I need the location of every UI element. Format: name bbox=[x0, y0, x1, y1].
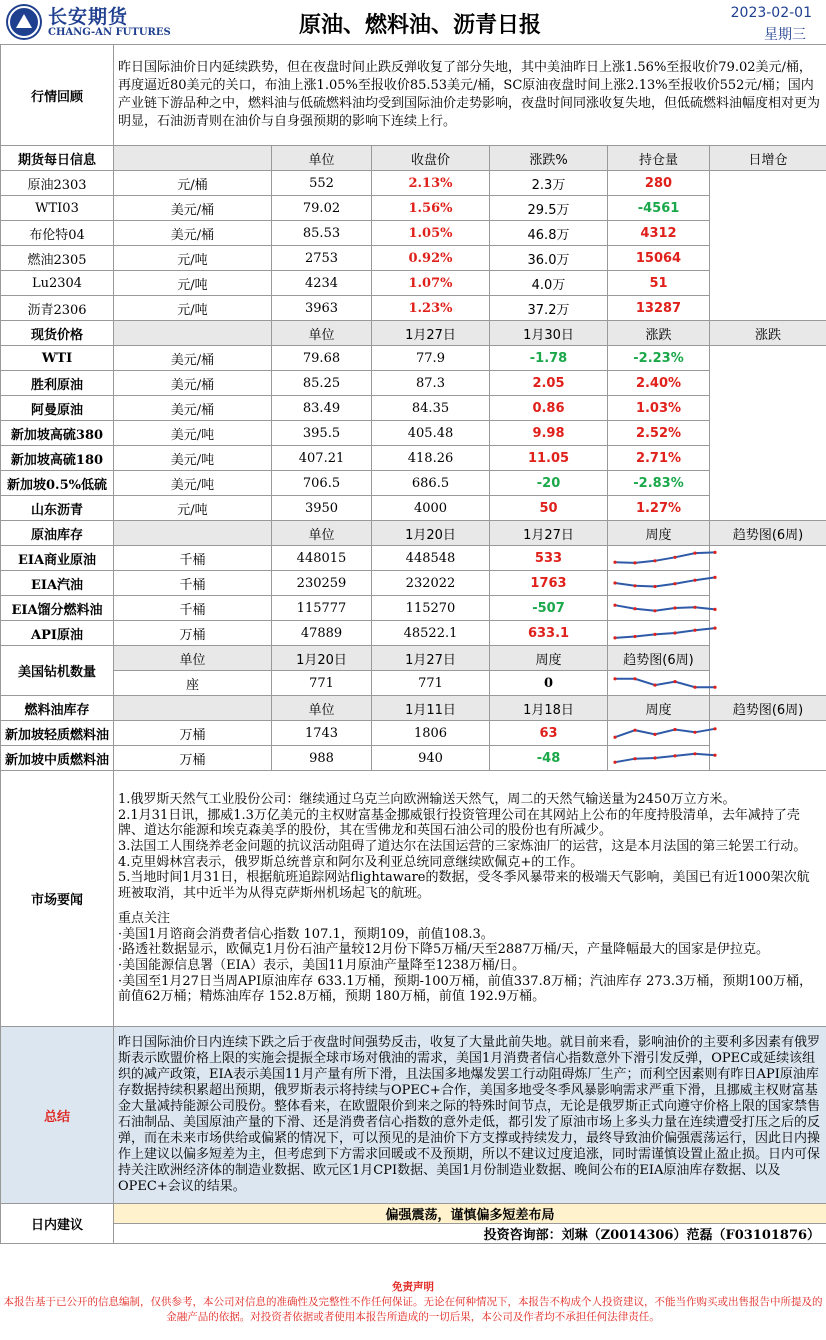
spot-name: WTI bbox=[1, 346, 114, 371]
spot-name: 新加坡高硫380 bbox=[1, 421, 114, 446]
trend-point bbox=[613, 581, 616, 584]
trend-point bbox=[653, 585, 656, 588]
close-price: 2753 bbox=[272, 246, 372, 271]
rig-trend-sparkline bbox=[611, 673, 719, 693]
futures-row bbox=[1, 196, 826, 221]
weekly-change: 633.1 bbox=[490, 621, 608, 646]
company-name-cn: 长安期货 bbox=[48, 6, 129, 28]
daily-oi-change: 13287 bbox=[608, 296, 710, 321]
inventory-name: EIA汽油 bbox=[1, 571, 114, 596]
trend-point bbox=[713, 551, 716, 554]
change-pct: 1.23% bbox=[372, 296, 490, 321]
trend-sparkline bbox=[611, 598, 719, 618]
price-curr: 87.3 bbox=[372, 371, 490, 396]
unit: 美元/吨 bbox=[114, 421, 272, 446]
daily-oi-change: 280 bbox=[608, 171, 710, 196]
weekly-change: 1763 bbox=[490, 571, 608, 596]
inventory-name: EIA馏分燃料油 bbox=[1, 596, 114, 621]
trend-point bbox=[713, 754, 716, 757]
inventory-name: 新加坡中质燃料油 bbox=[1, 746, 114, 771]
col-header: 1月18日 bbox=[490, 696, 608, 721]
report-table bbox=[0, 44, 826, 1244]
futures-row bbox=[1, 171, 826, 196]
unit: 万桶 bbox=[114, 721, 272, 746]
fuel-label: 燃料油库存 bbox=[1, 696, 114, 721]
contract-name: 原油2303 bbox=[1, 171, 114, 196]
trend-sparkline bbox=[611, 573, 719, 593]
futures-row bbox=[1, 246, 826, 271]
stock-curr: 115270 bbox=[372, 596, 490, 621]
report-date: 2023-02-01 bbox=[730, 5, 812, 21]
trend-point bbox=[693, 731, 696, 734]
trend-point bbox=[613, 736, 616, 739]
news-content bbox=[114, 771, 826, 1027]
open-interest: 37.2万 bbox=[490, 296, 608, 321]
trend-line bbox=[615, 577, 715, 586]
news-item: 1.俄罗斯天然气工业股份公司：继续通过乌克兰向欧洲输送天然气，周二的天然气输送量为2450万立方米。 bbox=[118, 792, 736, 808]
trend-point bbox=[653, 559, 656, 562]
inventory-name: EIA商业原油 bbox=[1, 546, 114, 571]
price-curr: 77.9 bbox=[372, 346, 490, 371]
rig-unit: 座 bbox=[114, 671, 272, 696]
stock-prev: 230259 bbox=[272, 571, 372, 596]
rig-p2: 771 bbox=[372, 671, 490, 696]
trend-point bbox=[613, 636, 616, 639]
price-curr: 686.5 bbox=[372, 471, 490, 496]
inventory-header-row bbox=[1, 521, 826, 546]
contract-name: 布伦特04 bbox=[1, 221, 114, 246]
unit: 万桶 bbox=[114, 621, 272, 646]
col-header: 1月27日 bbox=[372, 646, 490, 671]
trend-point bbox=[633, 584, 636, 587]
col-header: 持仓量 bbox=[608, 146, 710, 171]
unit: 元/吨 bbox=[114, 496, 272, 521]
report-weekday: 星期三 bbox=[764, 27, 806, 43]
trend-point bbox=[673, 728, 676, 731]
change: -1.78 bbox=[490, 346, 608, 371]
col-header: 趋势图(6周) bbox=[710, 696, 826, 721]
change-pct: 2.52% bbox=[608, 421, 710, 446]
stock-curr: 1806 bbox=[372, 721, 490, 746]
daily-oi-change: 4312 bbox=[608, 221, 710, 246]
change-pct: 1.56% bbox=[372, 196, 490, 221]
change-pct: 1.07% bbox=[372, 271, 490, 296]
spot-row bbox=[1, 396, 826, 421]
review-label: 行情回顾 bbox=[1, 45, 114, 146]
inventory-row bbox=[1, 721, 826, 746]
change: 2.05 bbox=[490, 371, 608, 396]
trend-point bbox=[633, 729, 636, 732]
unit: 千桶 bbox=[114, 546, 272, 571]
unit: 千桶 bbox=[114, 596, 272, 621]
change-pct: 2.71% bbox=[608, 446, 710, 471]
trend-point bbox=[653, 756, 656, 759]
unit: 美元/吨 bbox=[114, 471, 272, 496]
price-curr: 418.26 bbox=[372, 446, 490, 471]
col-header: 涨跌 bbox=[710, 321, 826, 346]
trend-point bbox=[673, 582, 676, 585]
trend-point bbox=[693, 629, 696, 632]
price-prev: 83.49 bbox=[272, 396, 372, 421]
trend-line bbox=[615, 552, 715, 563]
trend-point bbox=[633, 757, 636, 760]
futures-header-row bbox=[1, 146, 826, 171]
trend-point bbox=[613, 561, 616, 564]
fuel-header-row bbox=[1, 696, 826, 721]
spot-row bbox=[1, 421, 826, 446]
weekly-change: -507 bbox=[490, 596, 608, 621]
spot-name: 山东沥青 bbox=[1, 496, 114, 521]
unit: 元/吨 bbox=[114, 296, 272, 321]
col-header: 1月27日 bbox=[490, 521, 608, 546]
weekly-change: 63 bbox=[490, 721, 608, 746]
spot-row bbox=[1, 496, 826, 521]
futures-row bbox=[1, 296, 826, 321]
close-price: 4234 bbox=[272, 271, 372, 296]
inventory-name: 新加坡轻质燃料油 bbox=[1, 721, 114, 746]
trend-point bbox=[613, 761, 616, 764]
col-header: 1月30日 bbox=[490, 321, 608, 346]
stock-curr: 940 bbox=[372, 746, 490, 771]
inventory-row bbox=[1, 571, 826, 596]
trend-point bbox=[693, 552, 696, 555]
trend-point bbox=[713, 686, 716, 689]
company-logo-icon bbox=[6, 4, 42, 40]
analyst-credits: 投资咨询部：刘琳（Z0014306）范磊（F03101876） bbox=[114, 1224, 826, 1244]
contract-name: Lu2304 bbox=[1, 271, 114, 296]
open-interest: 36.0万 bbox=[490, 246, 608, 271]
price-prev: 79.68 bbox=[272, 346, 372, 371]
price-prev: 407.21 bbox=[272, 446, 372, 471]
trend-point bbox=[673, 606, 676, 609]
spot-header-row bbox=[1, 321, 826, 346]
col-header: 周度 bbox=[608, 696, 710, 721]
unit: 美元/吨 bbox=[114, 446, 272, 471]
unit: 美元/桶 bbox=[114, 221, 272, 246]
disclaimer-title: 免责声明 bbox=[392, 1281, 434, 1293]
focus-title: 重点关注 bbox=[118, 911, 171, 927]
change-pct: 0.92% bbox=[372, 246, 490, 271]
change: 0.86 bbox=[490, 396, 608, 421]
close-price: 85.53 bbox=[272, 221, 372, 246]
advice-label: 日内建议 bbox=[1, 1204, 114, 1244]
change-pct: 2.13% bbox=[372, 171, 490, 196]
col-header: 单位 bbox=[114, 646, 272, 671]
col-header: 周度 bbox=[490, 646, 608, 671]
col-header: 1月27日 bbox=[372, 321, 490, 346]
inventory-row bbox=[1, 746, 826, 771]
col-header: 单位 bbox=[272, 146, 372, 171]
trend-point bbox=[613, 677, 616, 680]
change-pct: 1.03% bbox=[608, 396, 710, 421]
focus-item: ·美国1月谘商会消费者信心指数 107.1，预期109，前值108.3。 bbox=[118, 926, 494, 942]
trend-cell bbox=[608, 721, 710, 746]
stock-prev: 1743 bbox=[272, 721, 372, 746]
trend-point bbox=[633, 607, 636, 610]
rig-p1: 771 bbox=[272, 671, 372, 696]
disclaimer bbox=[0, 1280, 826, 1325]
futures-row bbox=[1, 221, 826, 246]
spot-row bbox=[1, 471, 826, 496]
report-header bbox=[0, 0, 826, 45]
price-curr: 4000 bbox=[372, 496, 490, 521]
col-header: 1月20日 bbox=[272, 646, 372, 671]
rig-change: 0 bbox=[490, 671, 608, 696]
trend-line bbox=[615, 605, 715, 611]
rig-name: 美国钻机数量 bbox=[1, 646, 114, 696]
trend-sparkline bbox=[611, 748, 719, 768]
unit: 元/吨 bbox=[114, 246, 272, 271]
trend-point bbox=[693, 579, 696, 582]
daily-oi-change: -4561 bbox=[608, 196, 710, 221]
trend-point bbox=[713, 727, 716, 730]
spot-name: 阿曼原油 bbox=[1, 396, 114, 421]
contract-name: 燃油2305 bbox=[1, 246, 114, 271]
futures-label: 期货每日信息 bbox=[1, 146, 114, 171]
news-item: 2.1月31日讯，挪威1.3万亿美元的主权财富基金挪威银行投资管理公司在其网站上公布的年度持股清单，去年减持了壳牌、道达尔能源和埃克森美孚的股份，其在雪佛龙和英国石油公司的股份也有所减少。 bbox=[118, 807, 800, 839]
news-list bbox=[118, 792, 822, 901]
trend-cell bbox=[608, 621, 710, 646]
news-item: 3.法国工人围绕养老金问题的抗议活动阻碍了道达尔在法国运营的三家炼油厂的运营，这是本月法国的第三轮罢工行动。 bbox=[118, 838, 807, 854]
focus-list bbox=[118, 927, 822, 1005]
trend-line bbox=[615, 679, 715, 687]
trend-point bbox=[673, 754, 676, 757]
trend-point bbox=[693, 606, 696, 609]
header-blank bbox=[114, 696, 272, 721]
change-pct: -2.83% bbox=[608, 471, 710, 496]
trend-line bbox=[615, 754, 715, 762]
news-label: 市场要闻 bbox=[1, 771, 114, 1027]
summary-label: 总结 bbox=[1, 1027, 114, 1204]
change: -20 bbox=[490, 471, 608, 496]
open-interest: 2.3万 bbox=[490, 171, 608, 196]
col-header: 趋势图(6周) bbox=[710, 521, 826, 546]
advice-text: 偏强震荡，谨慎偏多短差布局 bbox=[114, 1204, 826, 1224]
col-header: 单位 bbox=[272, 696, 372, 721]
trend-cell bbox=[608, 571, 710, 596]
trend-sparkline bbox=[611, 723, 719, 743]
unit: 美元/桶 bbox=[114, 396, 272, 421]
trend-cell bbox=[608, 596, 710, 621]
header-blank bbox=[114, 321, 272, 346]
unit: 万桶 bbox=[114, 746, 272, 771]
change-pct: 1.05% bbox=[372, 221, 490, 246]
trend-point bbox=[633, 561, 636, 564]
review-row bbox=[1, 45, 826, 146]
spot-label: 现货价格 bbox=[1, 321, 114, 346]
inventory-row bbox=[1, 546, 826, 571]
header-blank bbox=[114, 521, 272, 546]
price-curr: 84.35 bbox=[372, 396, 490, 421]
unit: 美元/桶 bbox=[114, 196, 272, 221]
change-pct: 1.27% bbox=[608, 496, 710, 521]
futures-row bbox=[1, 271, 826, 296]
trend-point bbox=[693, 686, 696, 689]
analyst-row bbox=[1, 1224, 826, 1244]
price-prev: 85.25 bbox=[272, 371, 372, 396]
unit: 美元/桶 bbox=[114, 346, 272, 371]
trend-sparkline bbox=[611, 623, 719, 643]
weekly-change: 533 bbox=[490, 546, 608, 571]
spot-name: 胜利原油 bbox=[1, 371, 114, 396]
stock-curr: 232022 bbox=[372, 571, 490, 596]
unit: 元/吨 bbox=[114, 271, 272, 296]
trend-point bbox=[653, 733, 656, 736]
col-header: 趋势图(6周) bbox=[608, 646, 710, 671]
disclaimer-text: 本报告基于已公开的信息编制，仅供参考，本公司对信息的准确性及完整性不作任何保证。无论在何种情况下，本报告不构成个人投资建议，不能当作购买或出售报告中所提及的金融产品的依据。对投资者依据或者使用本报告所造成的一切后果，本公司及作者均不承担任何法律责任。 bbox=[3, 1296, 823, 1323]
trend-line bbox=[615, 729, 715, 737]
trend-point bbox=[673, 631, 676, 634]
spot-row bbox=[1, 371, 826, 396]
inventory-row bbox=[1, 621, 826, 646]
trend-point bbox=[673, 556, 676, 559]
col-header: 涨跌 bbox=[608, 321, 710, 346]
trend-line bbox=[615, 628, 715, 638]
company-name-en: CHANG-AN FUTURES bbox=[48, 27, 171, 38]
news-row bbox=[1, 771, 826, 1027]
rig-header-row bbox=[1, 646, 826, 671]
change: 9.98 bbox=[490, 421, 608, 446]
trend-point bbox=[713, 608, 716, 611]
price-prev: 706.5 bbox=[272, 471, 372, 496]
col-header: 单位 bbox=[272, 521, 372, 546]
trend-point bbox=[633, 635, 636, 638]
col-header: 周度 bbox=[608, 521, 710, 546]
change-pct: 2.40% bbox=[608, 371, 710, 396]
focus-item: ·美国至1月27日当周API原油库存 633.1万桶，预期-100万桶，前值337.8万桶；汽油库存 273.3万桶，预期100万桶，前值62万桶；精炼油库存 152.8万桶，预期 180万桶，前值 192.9万桶。 bbox=[118, 973, 813, 1005]
news-item: 4.克里姆林宫表示，俄罗斯总统普京和阿尔及利亚总统同意继续欧佩克+的工作。 bbox=[118, 854, 584, 870]
unit: 千桶 bbox=[114, 571, 272, 596]
price-curr: 405.48 bbox=[372, 421, 490, 446]
summary-row bbox=[1, 1027, 826, 1204]
inventory-name: API原油 bbox=[1, 621, 114, 646]
trend-point bbox=[633, 677, 636, 680]
stock-prev: 448015 bbox=[272, 546, 372, 571]
open-interest: 29.5万 bbox=[490, 196, 608, 221]
trend-cell bbox=[608, 546, 710, 571]
col-header: 单位 bbox=[272, 321, 372, 346]
stock-curr: 48522.1 bbox=[372, 621, 490, 646]
daily-oi-change: 15064 bbox=[608, 246, 710, 271]
stock-prev: 115777 bbox=[272, 596, 372, 621]
trend-point bbox=[653, 609, 656, 612]
stock-prev: 988 bbox=[272, 746, 372, 771]
stock-prev: 47889 bbox=[272, 621, 372, 646]
trend-point bbox=[653, 633, 656, 636]
col-header: 日增仓 bbox=[710, 146, 826, 171]
open-interest: 46.8万 bbox=[490, 221, 608, 246]
contract-name: 沥青2306 bbox=[1, 296, 114, 321]
contract-name: WTI03 bbox=[1, 196, 114, 221]
report-title: 原油、燃料油、沥青日报 bbox=[298, 13, 541, 38]
col-header: 1月20日 bbox=[372, 521, 490, 546]
change: 11.05 bbox=[490, 446, 608, 471]
weekly-change: -48 bbox=[490, 746, 608, 771]
stock-curr: 448548 bbox=[372, 546, 490, 571]
spot-row bbox=[1, 446, 826, 471]
review-text: 昨日国际油价日内延续跌势，但在夜盘时间止跌反弹收复了部分失地，其中美油昨日上涨1.56%至报收价79.02美元/桶，再度逼近80美元的关口，布油上涨1.05%至报收价85.53美元/桶，SC原油夜盘时间上涨2.13%至报收价552元/桶；国内产业链下游品种之中，燃料油与低硫燃料油均受到国际油价走势影响，夜盘时间同涨收复失地，但低硫燃料油幅度相对更为明显，石油沥青则在油价与自身强预期的影响下连续上行。 bbox=[114, 45, 826, 146]
trend-point bbox=[713, 627, 716, 630]
summary-text: 昨日国际油价日内连续下跌之后于夜盘时间强势反击，收复了大量此前失地。就目前来看，影响油价的主要利多因素有俄罗斯表示欧盟价格上限的实施会提振全球市场对俄油的需求，美国1月消费者信心指数意外下滑引发反弹，OPEC或延续该组织的减产政策，EIA表示美国11月产量有所下滑，且法国多地爆发罢工行动阻碍炼厂生产；而利空因素则有昨日API原油库存数据持续积累超出预期，俄罗斯表示将持续与OPEC+合作，美国多地受冬季风暴影响需求严重下滑，且挪威主权财富基金大量减持能源公司股份。整体看来，在欧盟限价到来之际的特殊时间节点，无论是俄罗斯正式向遵守价格上限的国家禁售石油制品、美国原油产量的下滑、还是消费者信心指数的意外走低，都引发了原油市场上多头力量在连续遭受打压之后的反弹，而在未来市场供给或偏紧的情况下，可以预见的是油价下方支撑或持续发力，最终导致油价偏强震荡运行，因此日内操作上建议以偏多短差为主，但考虑到下方需求回暖或不及预期，所以不建议过度追涨，同时需谨慎设置止盈止损。日内可保持关注欧洲经济体的制造业数据、欧元区1月CPI数据、美国1月份制造业数据、晚间公布的EIA原油库存数据、以及OPEC+会议的结果。 bbox=[114, 1027, 826, 1204]
trend-cell bbox=[608, 746, 710, 771]
trend-point bbox=[693, 752, 696, 755]
trend-point bbox=[673, 680, 676, 683]
trend-point bbox=[613, 604, 616, 607]
spot-row bbox=[1, 346, 826, 371]
rig-trend-cell bbox=[608, 671, 710, 696]
advice-row bbox=[1, 1204, 826, 1224]
col-header: 1月11日 bbox=[372, 696, 490, 721]
open-interest: 4.0万 bbox=[490, 271, 608, 296]
daily-oi-change: 51 bbox=[608, 271, 710, 296]
change: 50 bbox=[490, 496, 608, 521]
trend-point bbox=[653, 684, 656, 687]
close-price: 79.02 bbox=[272, 196, 372, 221]
unit: 元/桶 bbox=[114, 171, 272, 196]
spot-name: 新加坡0.5%低硫 bbox=[1, 471, 114, 496]
focus-item: ·路透社数据显示，欧佩克1月份石油产量较12月份下降5万桶/天至2887万桶/天，产量降幅最大的国家是伊拉克。 bbox=[118, 942, 770, 958]
news-item: 5.当地时间1月31日，根据航班追踪网站flightaware的数据，受冬季风暴带来的极端天气影响，美国已有近1000架次航班被取消，其中近半为从得克萨斯州机场起飞的航班。 bbox=[118, 870, 810, 901]
change-pct: -2.23% bbox=[608, 346, 710, 371]
col-header: 收盘价 bbox=[372, 146, 490, 171]
price-prev: 3950 bbox=[272, 496, 372, 521]
spot-name: 新加坡高硫180 bbox=[1, 446, 114, 471]
price-prev: 395.5 bbox=[272, 421, 372, 446]
col-header: 涨跌% bbox=[490, 146, 608, 171]
unit: 美元/桶 bbox=[114, 371, 272, 396]
header-blank bbox=[114, 146, 272, 171]
rig-row bbox=[1, 671, 826, 696]
close-price: 552 bbox=[272, 171, 372, 196]
trend-point bbox=[713, 576, 716, 579]
inventory-row bbox=[1, 596, 826, 621]
inventory-label: 原油库存 bbox=[1, 521, 114, 546]
focus-item: ·美国能源信息署（EIA）表示，美国11月原油产量降至1238万桶/日。 bbox=[118, 958, 526, 974]
trend-sparkline bbox=[611, 548, 719, 568]
close-price: 3963 bbox=[272, 296, 372, 321]
